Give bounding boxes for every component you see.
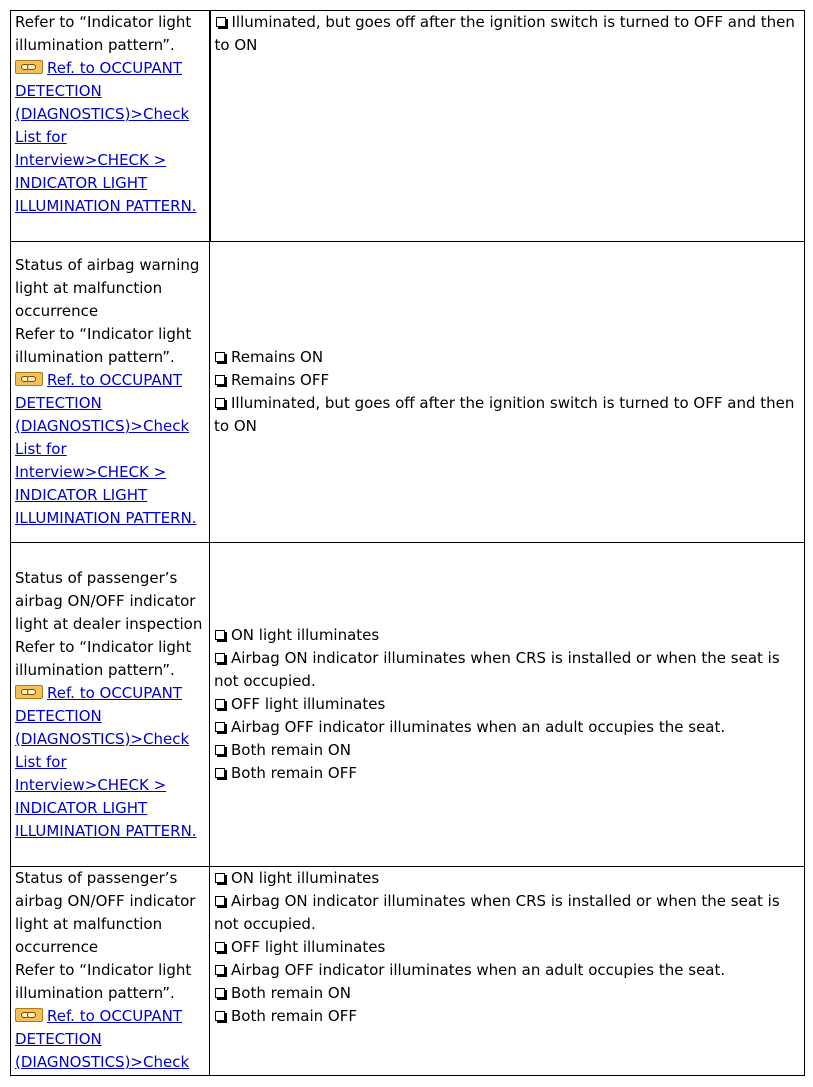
option-label: OFF light illuminates bbox=[231, 938, 386, 956]
ref-link-text: Ref. to OCCUPANT DETECTION (DIAGNOSTICS)>Check List for Interview>CHECK > INDICATOR LIGHT ILLUMINATION PATTERN. bbox=[15, 371, 197, 527]
ref-link-text: Ref. to OCCUPANT DETECTION (DIAGNOSTICS)>Check bbox=[15, 1007, 190, 1071]
option-item bbox=[214, 647, 800, 693]
option-label: Both remain OFF bbox=[231, 1007, 357, 1025]
item-label: Status of airbag warning light at malfunction occurrence bbox=[15, 256, 200, 320]
ref-link[interactable] bbox=[15, 1007, 189, 1071]
option-item bbox=[214, 369, 800, 392]
options-cell bbox=[210, 867, 805, 1076]
option-item bbox=[214, 716, 800, 739]
option-item bbox=[214, 624, 800, 647]
item-cell bbox=[11, 242, 210, 543]
table-row bbox=[11, 242, 805, 543]
ref-link[interactable] bbox=[15, 371, 197, 527]
option-label: Both remain ON bbox=[231, 984, 351, 1002]
checkbox-icon bbox=[215, 630, 225, 640]
checkbox-icon bbox=[215, 375, 225, 385]
option-label: ON light illuminates bbox=[231, 626, 380, 644]
option-item bbox=[215, 11, 801, 57]
instruction-text: Refer to “Indicator light illumination pattern”. bbox=[15, 325, 192, 366]
checkbox-icon bbox=[215, 988, 225, 998]
item-label: Status of passenger’s airbag ON/OFF indicator light at dealer inspection bbox=[15, 568, 203, 633]
table-row bbox=[11, 867, 805, 1076]
checkbox-icon bbox=[215, 942, 225, 952]
checkbox-icon bbox=[215, 965, 225, 975]
ref-link-text: Ref. to OCCUPANT DETECTION (DIAGNOSTICS)>Check List for Interview>CHECK > INDICATOR LIGHT ILLUMINATION PATTERN. bbox=[15, 683, 197, 840]
reference-link-icon bbox=[15, 1008, 43, 1022]
item-label: Status of passenger’s airbag ON/OFF indicator light at malfunction occurrence bbox=[15, 869, 196, 956]
checkbox-icon bbox=[215, 722, 225, 732]
checkbox-icon bbox=[215, 896, 225, 906]
option-item bbox=[214, 867, 800, 890]
options-cell bbox=[210, 242, 805, 543]
option-label: OFF light illuminates bbox=[231, 695, 386, 713]
option-label: ON light illuminates bbox=[231, 869, 380, 887]
ref-link[interactable] bbox=[15, 684, 197, 840]
option-item bbox=[214, 1005, 800, 1028]
item-cell bbox=[11, 867, 210, 1076]
item-cell bbox=[11, 11, 210, 242]
option-label: Airbag OFF indicator illuminates when an adult occupies the seat. bbox=[231, 961, 726, 979]
ref-link-text: Ref. to OCCUPANT DETECTION (DIAGNOSTICS)>Check List for Interview>CHECK > INDICATOR LIGHT ILLUMINATION PATTERN. bbox=[15, 59, 197, 215]
option-label: Remains ON bbox=[231, 348, 324, 366]
checkbox-icon bbox=[215, 768, 225, 778]
option-item bbox=[214, 392, 800, 438]
item-cell bbox=[11, 543, 210, 867]
option-label: Remains OFF bbox=[231, 371, 330, 389]
table-row bbox=[11, 543, 805, 867]
instruction-text: Refer to “Indicator light illumination pattern”. bbox=[15, 961, 192, 1002]
option-item bbox=[214, 890, 800, 936]
instruction-text: Refer to “Indicator light illumination pattern”. bbox=[15, 637, 192, 679]
checklist-table bbox=[10, 10, 805, 1076]
option-label: Airbag ON indicator illuminates when CRS is installed or when the seat is not occupied. bbox=[214, 892, 780, 933]
checkbox-icon bbox=[215, 653, 225, 663]
options-cell bbox=[210, 11, 805, 242]
instruction-text: Refer to “Indicator light illumination pattern”. bbox=[15, 13, 192, 54]
option-label: Illuminated, but goes off after the ignition switch is turned to OFF and then to ON bbox=[214, 13, 795, 54]
options-cell bbox=[210, 543, 805, 867]
option-item bbox=[214, 346, 800, 369]
option-label: Both remain ON bbox=[231, 741, 351, 759]
reference-link-icon bbox=[15, 685, 43, 699]
option-label: Airbag OFF indicator illuminates when an adult occupies the seat. bbox=[231, 718, 726, 736]
option-item bbox=[214, 739, 800, 762]
checkbox-icon bbox=[215, 1011, 225, 1021]
option-label: Airbag ON indicator illuminates when CRS is installed or when the seat is not occupied. bbox=[214, 649, 780, 690]
option-item bbox=[214, 936, 800, 959]
checkbox-icon bbox=[215, 745, 225, 755]
option-item bbox=[214, 762, 800, 785]
table-row bbox=[11, 11, 805, 242]
reference-link-icon bbox=[15, 60, 43, 74]
option-label: Both remain OFF bbox=[231, 764, 357, 782]
checkbox-icon bbox=[215, 873, 225, 883]
option-item bbox=[214, 982, 800, 1005]
option-label: Illuminated, but goes off after the ignition switch is turned to OFF and then to ON bbox=[214, 394, 795, 435]
checkbox-icon bbox=[215, 352, 225, 362]
ref-link[interactable] bbox=[15, 59, 197, 215]
reference-link-icon bbox=[15, 372, 43, 386]
checkbox-icon bbox=[216, 17, 226, 27]
option-item bbox=[214, 693, 800, 716]
checkbox-icon bbox=[215, 398, 225, 408]
option-item bbox=[214, 959, 800, 982]
checkbox-icon bbox=[215, 699, 225, 709]
